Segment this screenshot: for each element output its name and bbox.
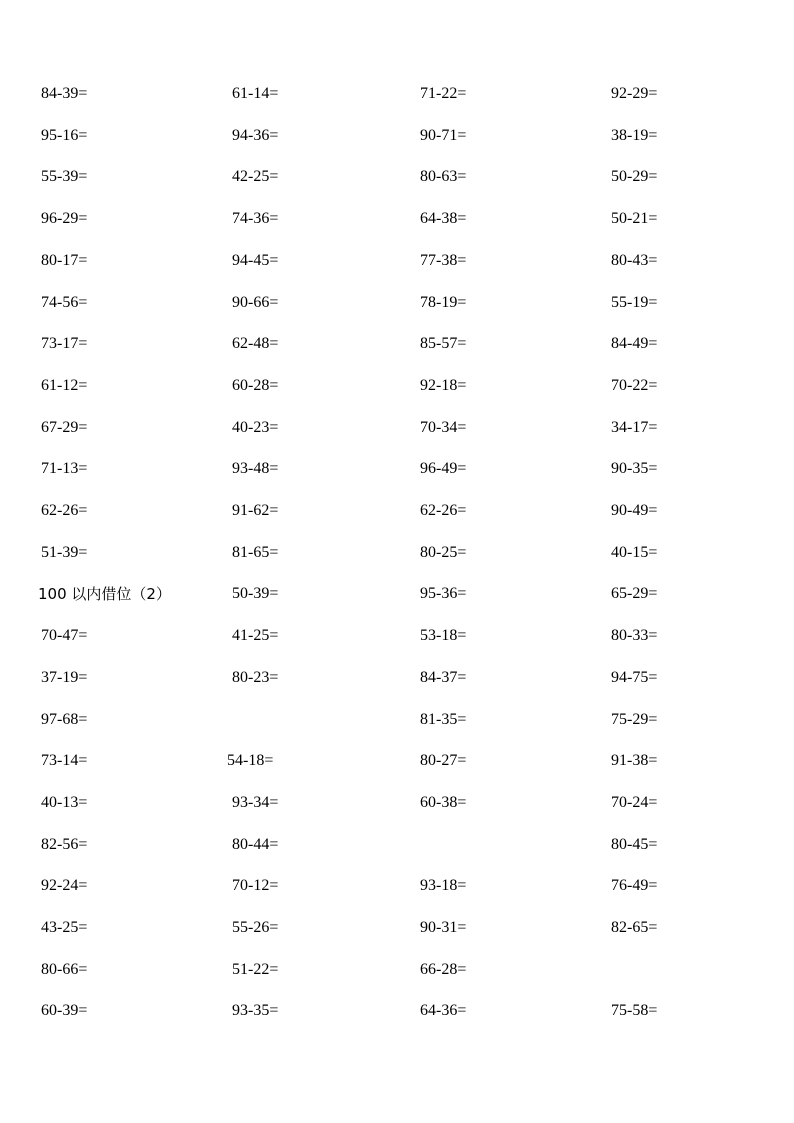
problem-row [0,541,794,565]
problem-cell: 60-38= [420,794,467,811]
problem-cell: 80-45= [611,836,658,853]
problem-cell: 73-14= [41,752,88,769]
problem-row [0,874,794,898]
problem-cell: 94-36= [232,127,279,144]
problem-cell: 81-65= [232,544,279,561]
problem-cell: 70-47= [41,627,88,644]
problem-row [0,332,794,356]
problem-cell: 62-26= [420,502,467,519]
problem-cell: 37-19= [41,669,88,686]
problem-cell: 91-38= [611,752,658,769]
problem-cell: 92-29= [611,85,658,102]
problem-cell: 90-71= [420,127,467,144]
problem-cell: 62-26= [41,502,88,519]
problem-row [0,916,794,940]
problem-cell: 74-56= [41,294,88,311]
problem-cell: 96-29= [41,210,88,227]
problem-cell: 91-62= [232,502,279,519]
problem-cell: 80-23= [232,669,279,686]
problem-cell: 60-39= [41,1002,88,1019]
problem-row [0,666,794,690]
problem-cell: 84-49= [611,335,658,352]
problem-cell: 80-25= [420,544,467,561]
problem-cell: 62-48= [232,335,279,352]
problem-cell: 80-17= [41,252,88,269]
problem-cell: 60-28= [232,377,279,394]
problem-cell: 80-43= [611,252,658,269]
problem-cell: 42-25= [232,168,279,185]
problem-cell: 90-66= [232,294,279,311]
problem-cell: 40-23= [232,419,279,436]
problem-cell: 71-22= [420,85,467,102]
problem-row [0,207,794,231]
problem-row [0,124,794,148]
problem-row [0,499,794,523]
problem-cell: 61-12= [41,377,88,394]
problem-cell: 70-22= [611,377,658,394]
problem-row [0,708,794,732]
section-heading: 100 以内借位（2） [38,585,171,603]
problem-cell: 53-18= [420,627,467,644]
problem-cell: 38-19= [611,127,658,144]
problem-cell: 81-35= [420,711,467,728]
problem-row [0,833,794,857]
problem-cell: 92-24= [41,877,88,894]
problem-row [0,374,794,398]
problem-row [0,791,794,815]
problem-cell: 70-12= [232,877,279,894]
problem-cell: 80-66= [41,961,88,978]
problem-cell: 40-13= [41,794,88,811]
problem-row [0,457,794,481]
problem-cell: 55-26= [232,919,279,936]
problem-cell: 93-35= [232,1002,279,1019]
problem-cell: 34-17= [611,419,658,436]
problem-cell: 90-31= [420,919,467,936]
problem-cell: 55-19= [611,294,658,311]
problem-cell: 93-18= [420,877,467,894]
problem-cell: 67-29= [41,419,88,436]
problem-row [0,624,794,648]
problem-row [0,416,794,440]
problem-row [0,82,794,106]
problem-cell: 84-37= [420,669,467,686]
problem-cell: 95-16= [41,127,88,144]
problem-cell: 55-39= [41,168,88,185]
problem-cell: 82-65= [611,919,658,936]
problem-cell: 70-24= [611,794,658,811]
problem-cell: 70-34= [420,419,467,436]
problem-cell: 66-28= [420,961,467,978]
problem-cell: 80-33= [611,627,658,644]
problem-cell: 85-57= [420,335,467,352]
problem-cell: 78-19= [420,294,467,311]
problem-cell: 76-49= [611,877,658,894]
problem-row [0,958,794,982]
problem-cell: 61-14= [232,85,279,102]
problem-cell: 94-45= [232,252,279,269]
problem-cell: 50-39= [232,585,279,602]
problem-cell: 54-18= [227,752,274,769]
problem-cell: 80-44= [232,836,279,853]
problem-cell: 84-39= [41,85,88,102]
problem-cell: 92-18= [420,377,467,394]
problem-row [0,291,794,315]
problem-cell: 95-36= [420,585,467,602]
problem-cell: 40-15= [611,544,658,561]
problem-cell: 80-63= [420,168,467,185]
problem-cell: 97-68= [41,711,88,728]
problem-cell: 94-75= [611,669,658,686]
problem-cell: 51-22= [232,961,279,978]
problem-cell: 74-36= [232,210,279,227]
problem-cell: 93-48= [232,460,279,477]
problem-cell: 64-36= [420,1002,467,1019]
problem-cell: 75-29= [611,711,658,728]
problem-cell: 41-25= [232,627,279,644]
problem-cell: 75-58= [611,1002,658,1019]
problem-cell: 90-35= [611,460,658,477]
problem-cell: 82-56= [41,836,88,853]
problem-cell: 51-39= [41,544,88,561]
problem-cell: 50-29= [611,168,658,185]
problem-row [0,999,794,1023]
problem-row [0,249,794,273]
problem-cell: 43-25= [41,919,88,936]
problem-cell: 64-38= [420,210,467,227]
problem-cell: 71-13= [41,460,88,477]
problem-cell: 50-21= [611,210,658,227]
problem-cell: 96-49= [420,460,467,477]
problem-row [0,582,794,606]
problem-row [0,165,794,189]
problem-cell: 77-38= [420,252,467,269]
problem-row [0,749,794,773]
problem-cell: 90-49= [611,502,658,519]
problem-cell: 73-17= [41,335,88,352]
problem-cell: 65-29= [611,585,658,602]
problem-cell: 93-34= [232,794,279,811]
problem-cell: 80-27= [420,752,467,769]
